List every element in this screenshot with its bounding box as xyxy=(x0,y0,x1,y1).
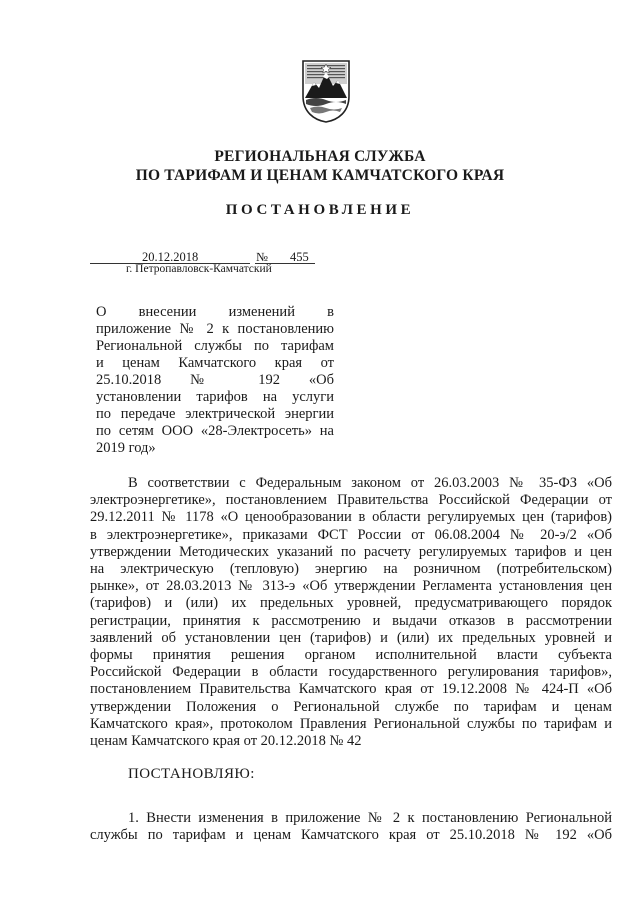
preamble-line: регистрации, принятия к рассмотрению и выдачи отказов в рассмотрении xyxy=(90,612,612,629)
resolve-heading: ПОСТАНОВЛЯЮ: xyxy=(128,766,255,782)
subject-line: 25.10.2018 № 192 «Об xyxy=(96,372,334,388)
number-sign: № xyxy=(256,250,268,264)
preamble-line: заявлений об установлении цен (тарифов) и (или) их предельных уровней и xyxy=(90,629,612,646)
item-1-paragraph xyxy=(90,810,612,844)
coat-of-arms-emblem xyxy=(300,58,352,124)
preamble-line: (тарифов) и (или) их предельных уровней, предусматривающего порядок xyxy=(90,595,612,612)
document-number: 455 xyxy=(290,250,309,264)
subject-block xyxy=(96,304,334,457)
item-line: службы по тарифам и ценам Камчатского края от 25.10.2018 № 192 «Об xyxy=(90,827,612,844)
preamble-line: Камчатского края», протоколом Правления Региональной службы по тарифам и xyxy=(90,715,612,732)
subject-line: Региональной службы по тарифам xyxy=(96,338,334,354)
subject-line: по сетям ООО «28-Электросеть» на xyxy=(96,423,334,439)
document-city: г. Петропавловск-Камчатский xyxy=(126,263,272,275)
org-title-line-1: РЕГИОНАЛЬНАЯ СЛУЖБА xyxy=(214,148,426,165)
org-title-line-2: ПО ТАРИФАМ И ЦЕНАМ КАМЧАТСКОГО КРАЯ xyxy=(135,167,505,184)
preamble-line: постановлением Правительства Камчатского края от 19.12.2008 № 424-П «Об xyxy=(90,681,612,698)
subject-line: по передаче электрической энергии xyxy=(96,406,334,422)
preamble-line: 29.12.2011 № 1178 «О ценообразовании в области регулируемых цен (тарифов) xyxy=(90,509,612,526)
document-type-heading: ПОСТАНОВЛЕНИЕ xyxy=(225,202,415,218)
item-line: 1. Внести изменения в приложение № 2 к постановлению Региональной xyxy=(128,810,612,826)
preamble-line: формы принятия решения органом исполнительной власти субъекта xyxy=(90,647,612,664)
preamble-line: электроэнергетике», постановлением Правительства Российской Федерации от xyxy=(90,492,612,509)
preamble-line: Российской Федерации в области государственного регулирования тарифов», xyxy=(90,664,612,681)
preamble-line: на электрическую (тепловую) энергию на розничном (потребительском) xyxy=(90,561,612,578)
subject-line: приложение № 2 к постановлению xyxy=(96,321,334,337)
subject-line: установлении тарифов на услуги xyxy=(96,389,334,405)
document-date: 20.12.2018 xyxy=(142,250,199,264)
preamble-line: утверждении Методических указаний по расчету регулируемых тарифов и цен xyxy=(90,543,612,560)
preamble-paragraph xyxy=(90,475,612,750)
preamble-line: ценам Камчатского края от 20.12.2018 № 42 xyxy=(90,733,362,750)
preamble-line: В соответствии с Федеральным законом от 26.03.2003 № 35-ФЗ «Об xyxy=(128,475,612,491)
subject-line: 2019 год» xyxy=(96,440,156,456)
preamble-line: в электроэнергетике», приказами ФСТ России от 06.08.2004 № 20-э/2 «Об xyxy=(90,526,612,543)
subject-line: О внесении изменений в xyxy=(96,304,334,320)
subject-line: и ценам Камчатского края от xyxy=(96,355,334,371)
preamble-line: утверждении Положения о Региональной службе по тарифам и ценам xyxy=(90,698,612,715)
preamble-line: рынке», от 28.03.2013 № 313-э «Об утверждении Регламента установления цен xyxy=(90,578,612,595)
